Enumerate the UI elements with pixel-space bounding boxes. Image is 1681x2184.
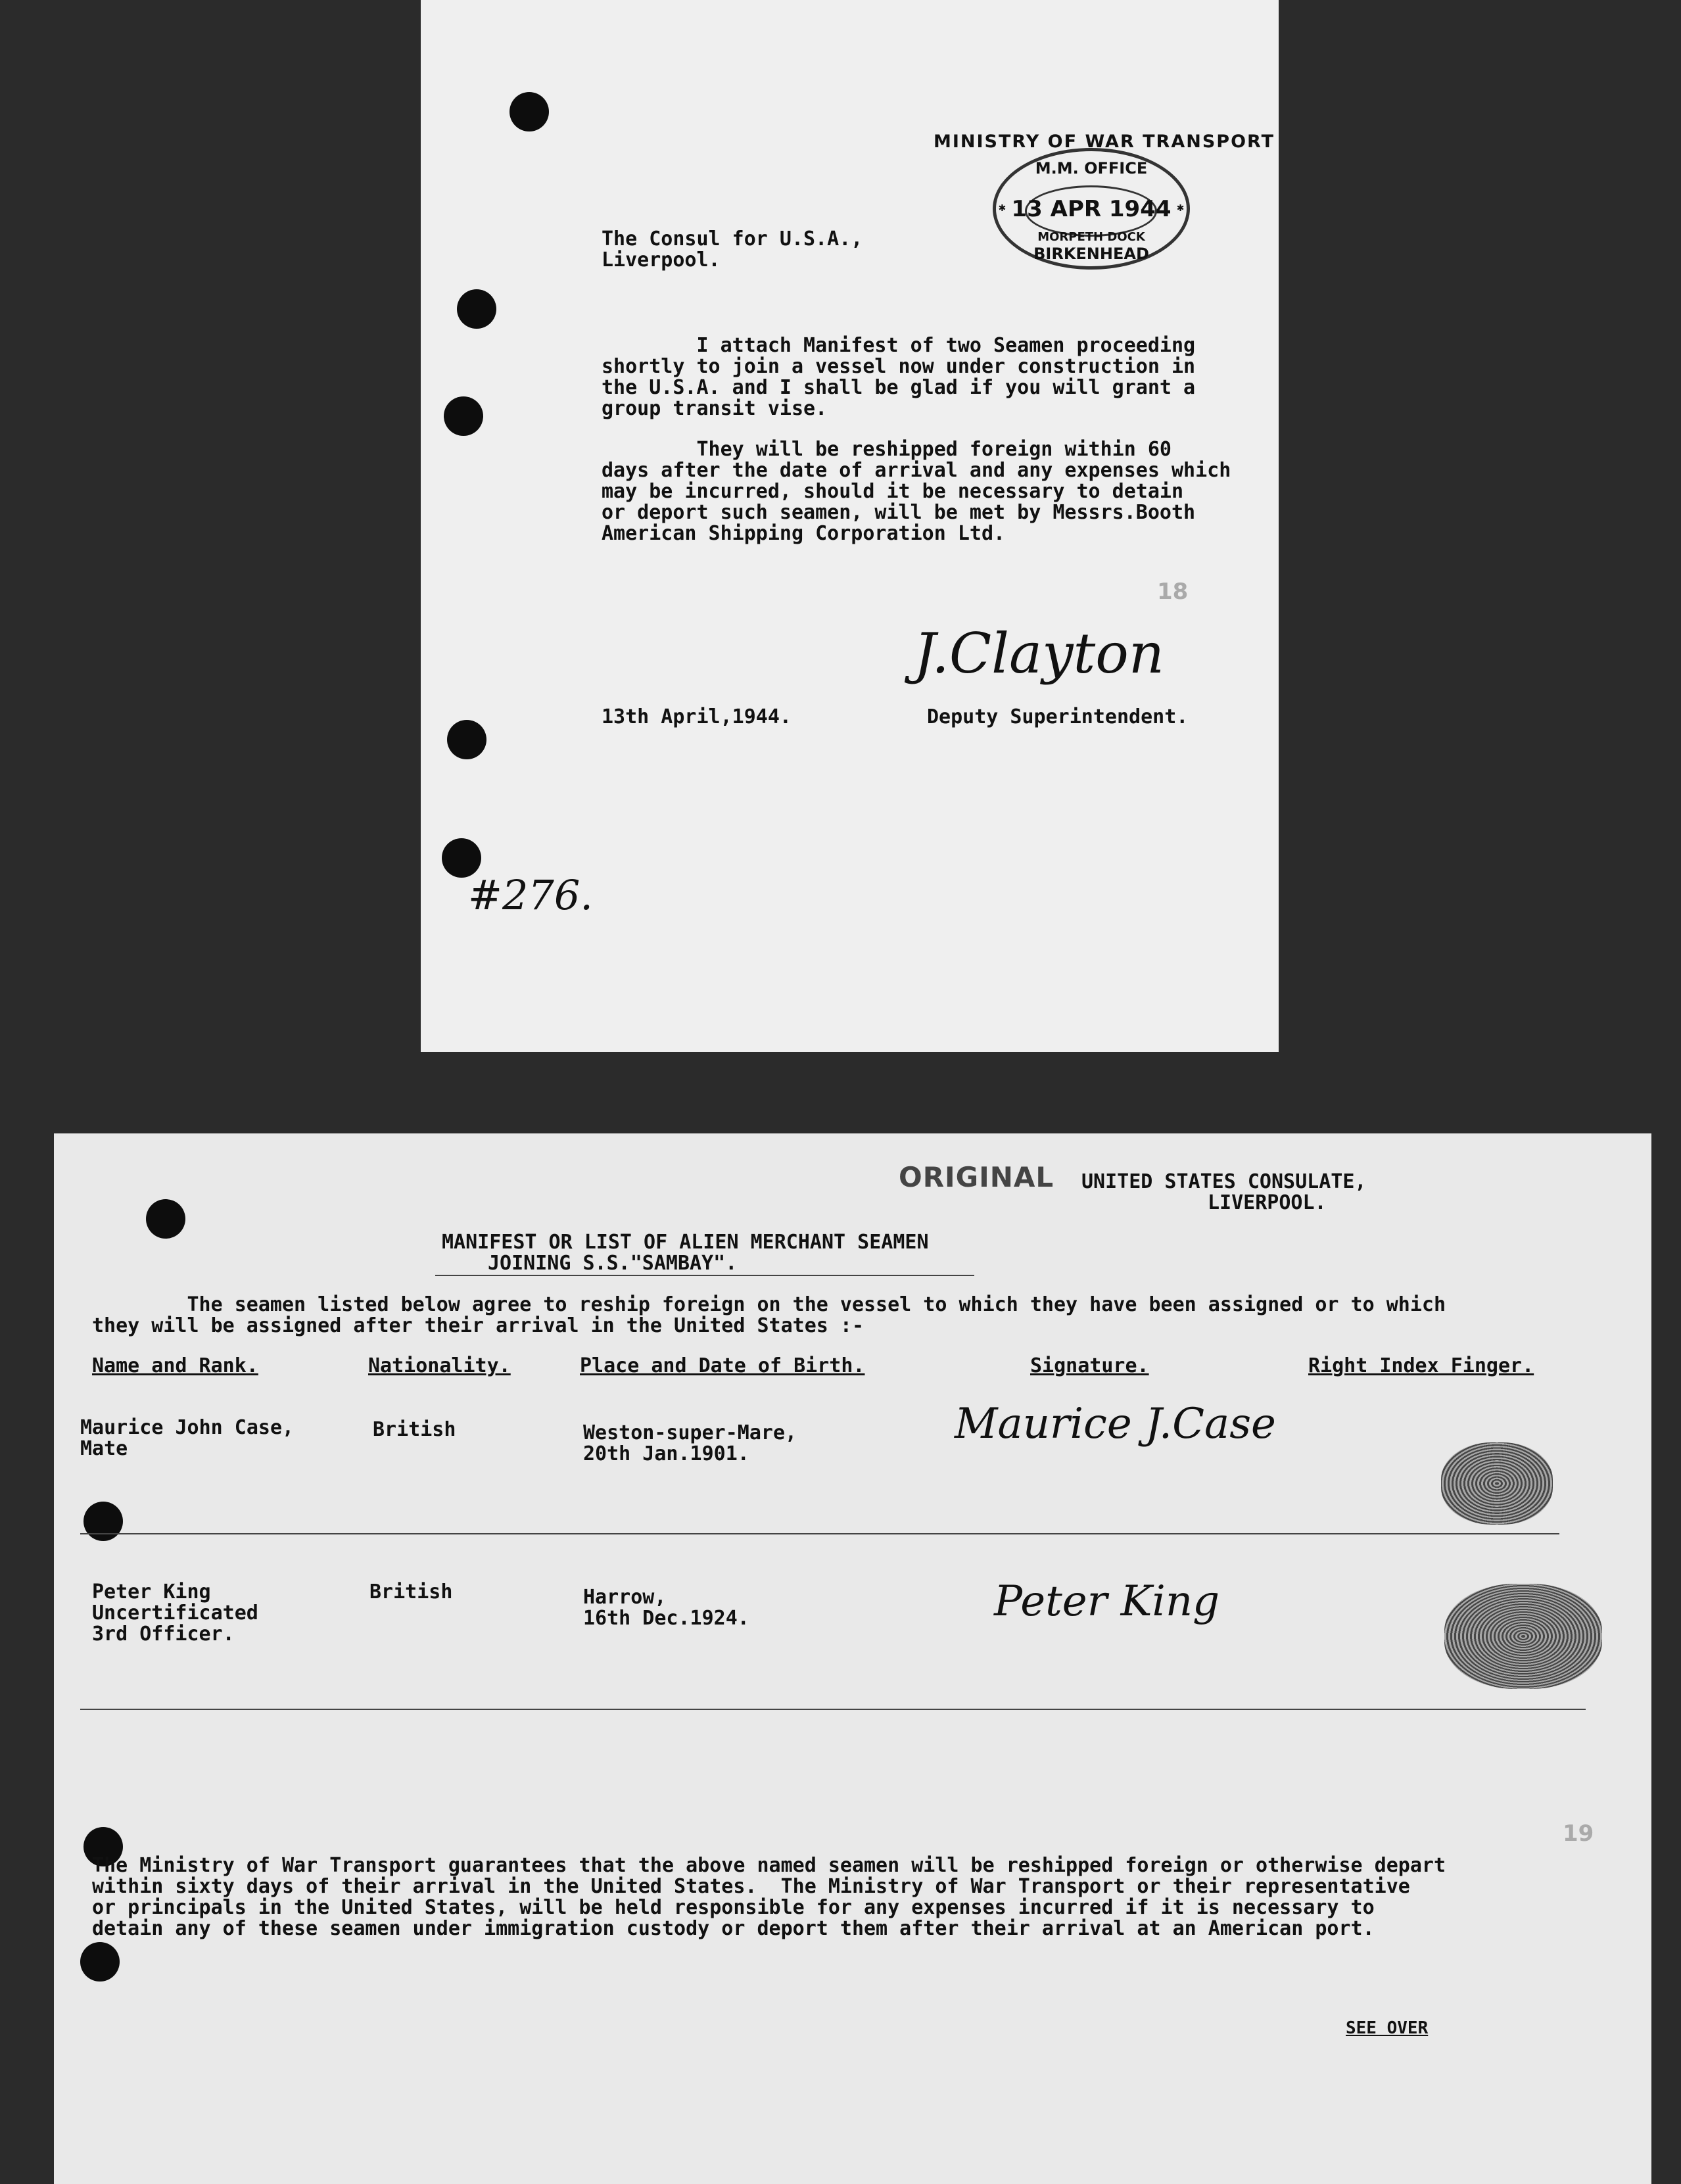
column-header-nationality: Nationality.: [368, 1354, 511, 1377]
handwritten-reference: #276.: [468, 871, 593, 919]
column-header-birth: Place and Date of Birth.: [580, 1354, 865, 1377]
letter-paragraph-line: the U.S.A. and I shall be glad if you will grant a: [602, 376, 1196, 399]
seaman-nationality: British: [373, 1418, 456, 1441]
letter-paragraph-line: American Shipping Corporation Ltd.: [602, 522, 1006, 545]
column-header-signature: Signature.: [1030, 1354, 1149, 1377]
stamp-bottom-text: MORPETH DOCK: [1037, 230, 1145, 244]
row-divider: [80, 1709, 1586, 1710]
addressee-line: Liverpool.: [602, 249, 721, 272]
page-number: 18: [1157, 579, 1189, 605]
see-over-note: SEE OVER: [1346, 2018, 1429, 2038]
fingerprint: [1441, 1442, 1553, 1525]
letter-page: [421, 0, 1279, 1052]
letter-paragraph-line: may be incurred, should it be necessary to detain: [602, 480, 1184, 503]
seaman-rank: Mate: [80, 1437, 128, 1460]
manifest-subtitle: JOINING S.S."SAMBAY".: [488, 1252, 738, 1275]
consulate-line: UNITED STATES CONSULATE,: [1081, 1170, 1367, 1193]
punch-hole: [509, 92, 549, 131]
seaman-rank: Uncertificated: [92, 1602, 258, 1625]
manifest-page: [54, 1133, 1651, 2184]
signature: J.Clayton: [914, 621, 1164, 686]
seaman-signature: Maurice J.Case: [955, 1400, 1276, 1448]
letter-paragraph-line: I attach Manifest of two Seamen proceeding: [602, 334, 1196, 357]
punch-hole: [80, 1942, 120, 1982]
birth-date: 16th Dec.1924.: [583, 1607, 749, 1630]
seaman-signature: Peter King: [994, 1577, 1220, 1626]
letter-paragraph-line: days after the date of arrival and any expenses which: [602, 459, 1231, 482]
guarantee-line: detain any of these seamen under immigration custody or deport them after their arrival at an American port.: [92, 1917, 1375, 1940]
date-stamp: M.M. OFFICE ✱ ✱ 13 APR 1944 MORPETH DOCK BIRKENHEAD: [993, 148, 1190, 270]
intro-line: they will be assigned after their arrival in the United States :-: [92, 1314, 864, 1337]
column-header-name: Name and Rank.: [92, 1354, 258, 1377]
punch-hole: [146, 1199, 185, 1239]
title-underline: [435, 1275, 974, 1276]
seaman-nationality: British: [369, 1580, 453, 1603]
birth-date: 20th Jan.1901.: [583, 1442, 749, 1465]
seaman-name: Maurice John Case,: [80, 1416, 295, 1439]
punch-hole: [83, 1502, 123, 1541]
column-header-finger: Right Index Finger.: [1308, 1354, 1534, 1377]
guarantee-line: The Ministry of War Transport guarantees that the above named seamen will be reshipped foreign or otherwise depart: [92, 1854, 1446, 1877]
original-mark: ORIGINAL: [899, 1161, 1054, 1193]
letter-paragraph-line: or deport such seamen, will be met by Messrs.Booth: [602, 501, 1196, 524]
punch-hole: [447, 720, 486, 759]
signatory-title: Deputy Superintendent.: [927, 705, 1189, 728]
guarantee-line: within sixty days of their arrival in the United States. The Ministry of War Transport or their representative: [92, 1875, 1410, 1898]
punch-hole: [457, 289, 496, 329]
stamp-top-text: M.M. OFFICE: [1035, 159, 1148, 178]
stamp-date: 13 APR 1944: [1011, 196, 1172, 222]
letter-paragraph-line: group transit vise.: [602, 397, 828, 420]
letter-paragraph-line: They will be reshipped foreign within 60: [602, 438, 1172, 461]
birth-place: Harrow,: [583, 1586, 667, 1609]
stamp-bottom-text: BIRKENHEAD: [1033, 245, 1149, 263]
seaman-rank: 3rd Officer.: [92, 1623, 235, 1646]
letter-paragraph-line: shortly to join a vessel now under construction in: [602, 355, 1196, 378]
guarantee-line: or principals in the United States, will be held responsible for any expenses incurred if it is necessary to: [92, 1896, 1375, 1919]
fingerprint: [1444, 1584, 1602, 1689]
birth-place: Weston-super-Mare,: [583, 1421, 797, 1444]
seaman-name: Peter King: [92, 1580, 211, 1603]
consulate-line: LIVERPOOL.: [1208, 1191, 1327, 1214]
page-number: 19: [1563, 1820, 1594, 1847]
intro-line: The seamen listed below agree to reship foreign on the vessel to which they have been assigned or to which: [92, 1293, 1446, 1316]
letterhead: MINISTRY OF WAR TRANSPORT: [934, 131, 1275, 152]
manifest-title: MANIFEST OR LIST OF ALIEN MERCHANT SEAMEN: [442, 1231, 929, 1254]
row-divider: [80, 1533, 1559, 1534]
punch-hole: [444, 396, 483, 436]
letter-date: 13th April,1944.: [602, 705, 792, 728]
addressee-line: The Consul for U.S.A.,: [602, 227, 863, 250]
